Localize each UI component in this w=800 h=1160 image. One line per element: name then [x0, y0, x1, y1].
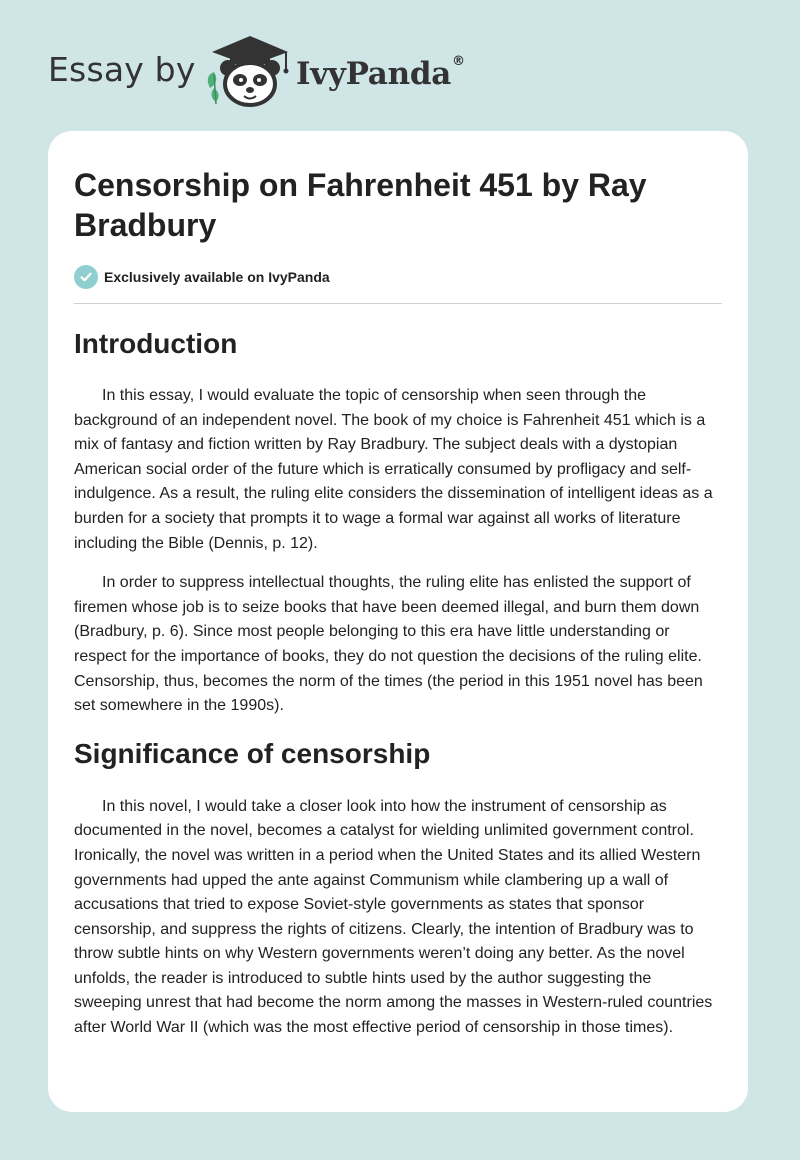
essay-body: [74, 321, 722, 1041]
panda-graduation-cap-icon[interactable]: [202, 30, 294, 110]
badge-text: Exclusively available on IvyPanda: [104, 269, 330, 285]
section-heading-introduction: Introduction: [74, 328, 238, 359]
check-icon: [74, 265, 98, 289]
brand-label: IvyPanda: [296, 56, 451, 92]
divider: [74, 303, 722, 304]
essay-card: [48, 131, 748, 1112]
exclusive-badge: [74, 264, 330, 290]
paragraph: In this essay, I would evaluate the topic of censorship when seen through the background of an independent novel. The book of my choice is Fahrenheit 451 which is a mix of fantasy and fiction written by Ray Bradbury. The subject deals with a dystopian American social order of the future which is erratically consumed by profligacy and self-indulgence. As a result, the ruling elite considers the dissemination of intelligent ideas as a burden for a society that prompts it to wage a formal war against all works of literature including the Bible (Dennis, p. 12).: [74, 387, 713, 552]
paragraph: In this novel, I would take a closer look into how the instrument of censorship as documented in the novel, becomes a catalyst for wielding unlimited government control. Ironically, the novel was written in a period when the United States and its allied Western governments had upped the ante against Communism while clambering up a wall of accusations that tried to expose Soviet-style governments as states that sponsor censorship, and suppress the rights of citizens. Clearly, the intention of Bradbury was to throw subtle hints on why Western governments weren’t doing any better. As the novel unfolds, the reader is introduced to subtle hints used by the author suggesting the sweeping unrest that had become the norm among the masses in Western-ruled countries after World War II (which was the most effective period of censorship in those times).: [74, 797, 713, 1037]
page-title: Censorship on Fahrenheit 451 by Ray Bradbury: [74, 167, 647, 243]
brand-name[interactable]: [296, 56, 465, 92]
site-header: [48, 30, 508, 110]
registered-mark: ®: [452, 54, 465, 69]
paragraph: In order to suppress intellectual thoughts, the ruling elite has enlisted the support of firemen whose job is to seize books that have been deemed illegal, and burn them down (Bradbury, p. 6). Since most people belonging to this era have little understanding or respect for the importance of books, they do not question the decisions of the ruling elite. Censorship, thus, becomes the norm of the times (the period in this 1951 novel has been set somewhere in the 1990s).: [74, 574, 703, 715]
panda-logo-graphic: [202, 30, 294, 110]
essay-by-label: Essay by: [48, 50, 196, 89]
section-heading-significance: Significance of censorship: [74, 737, 431, 769]
